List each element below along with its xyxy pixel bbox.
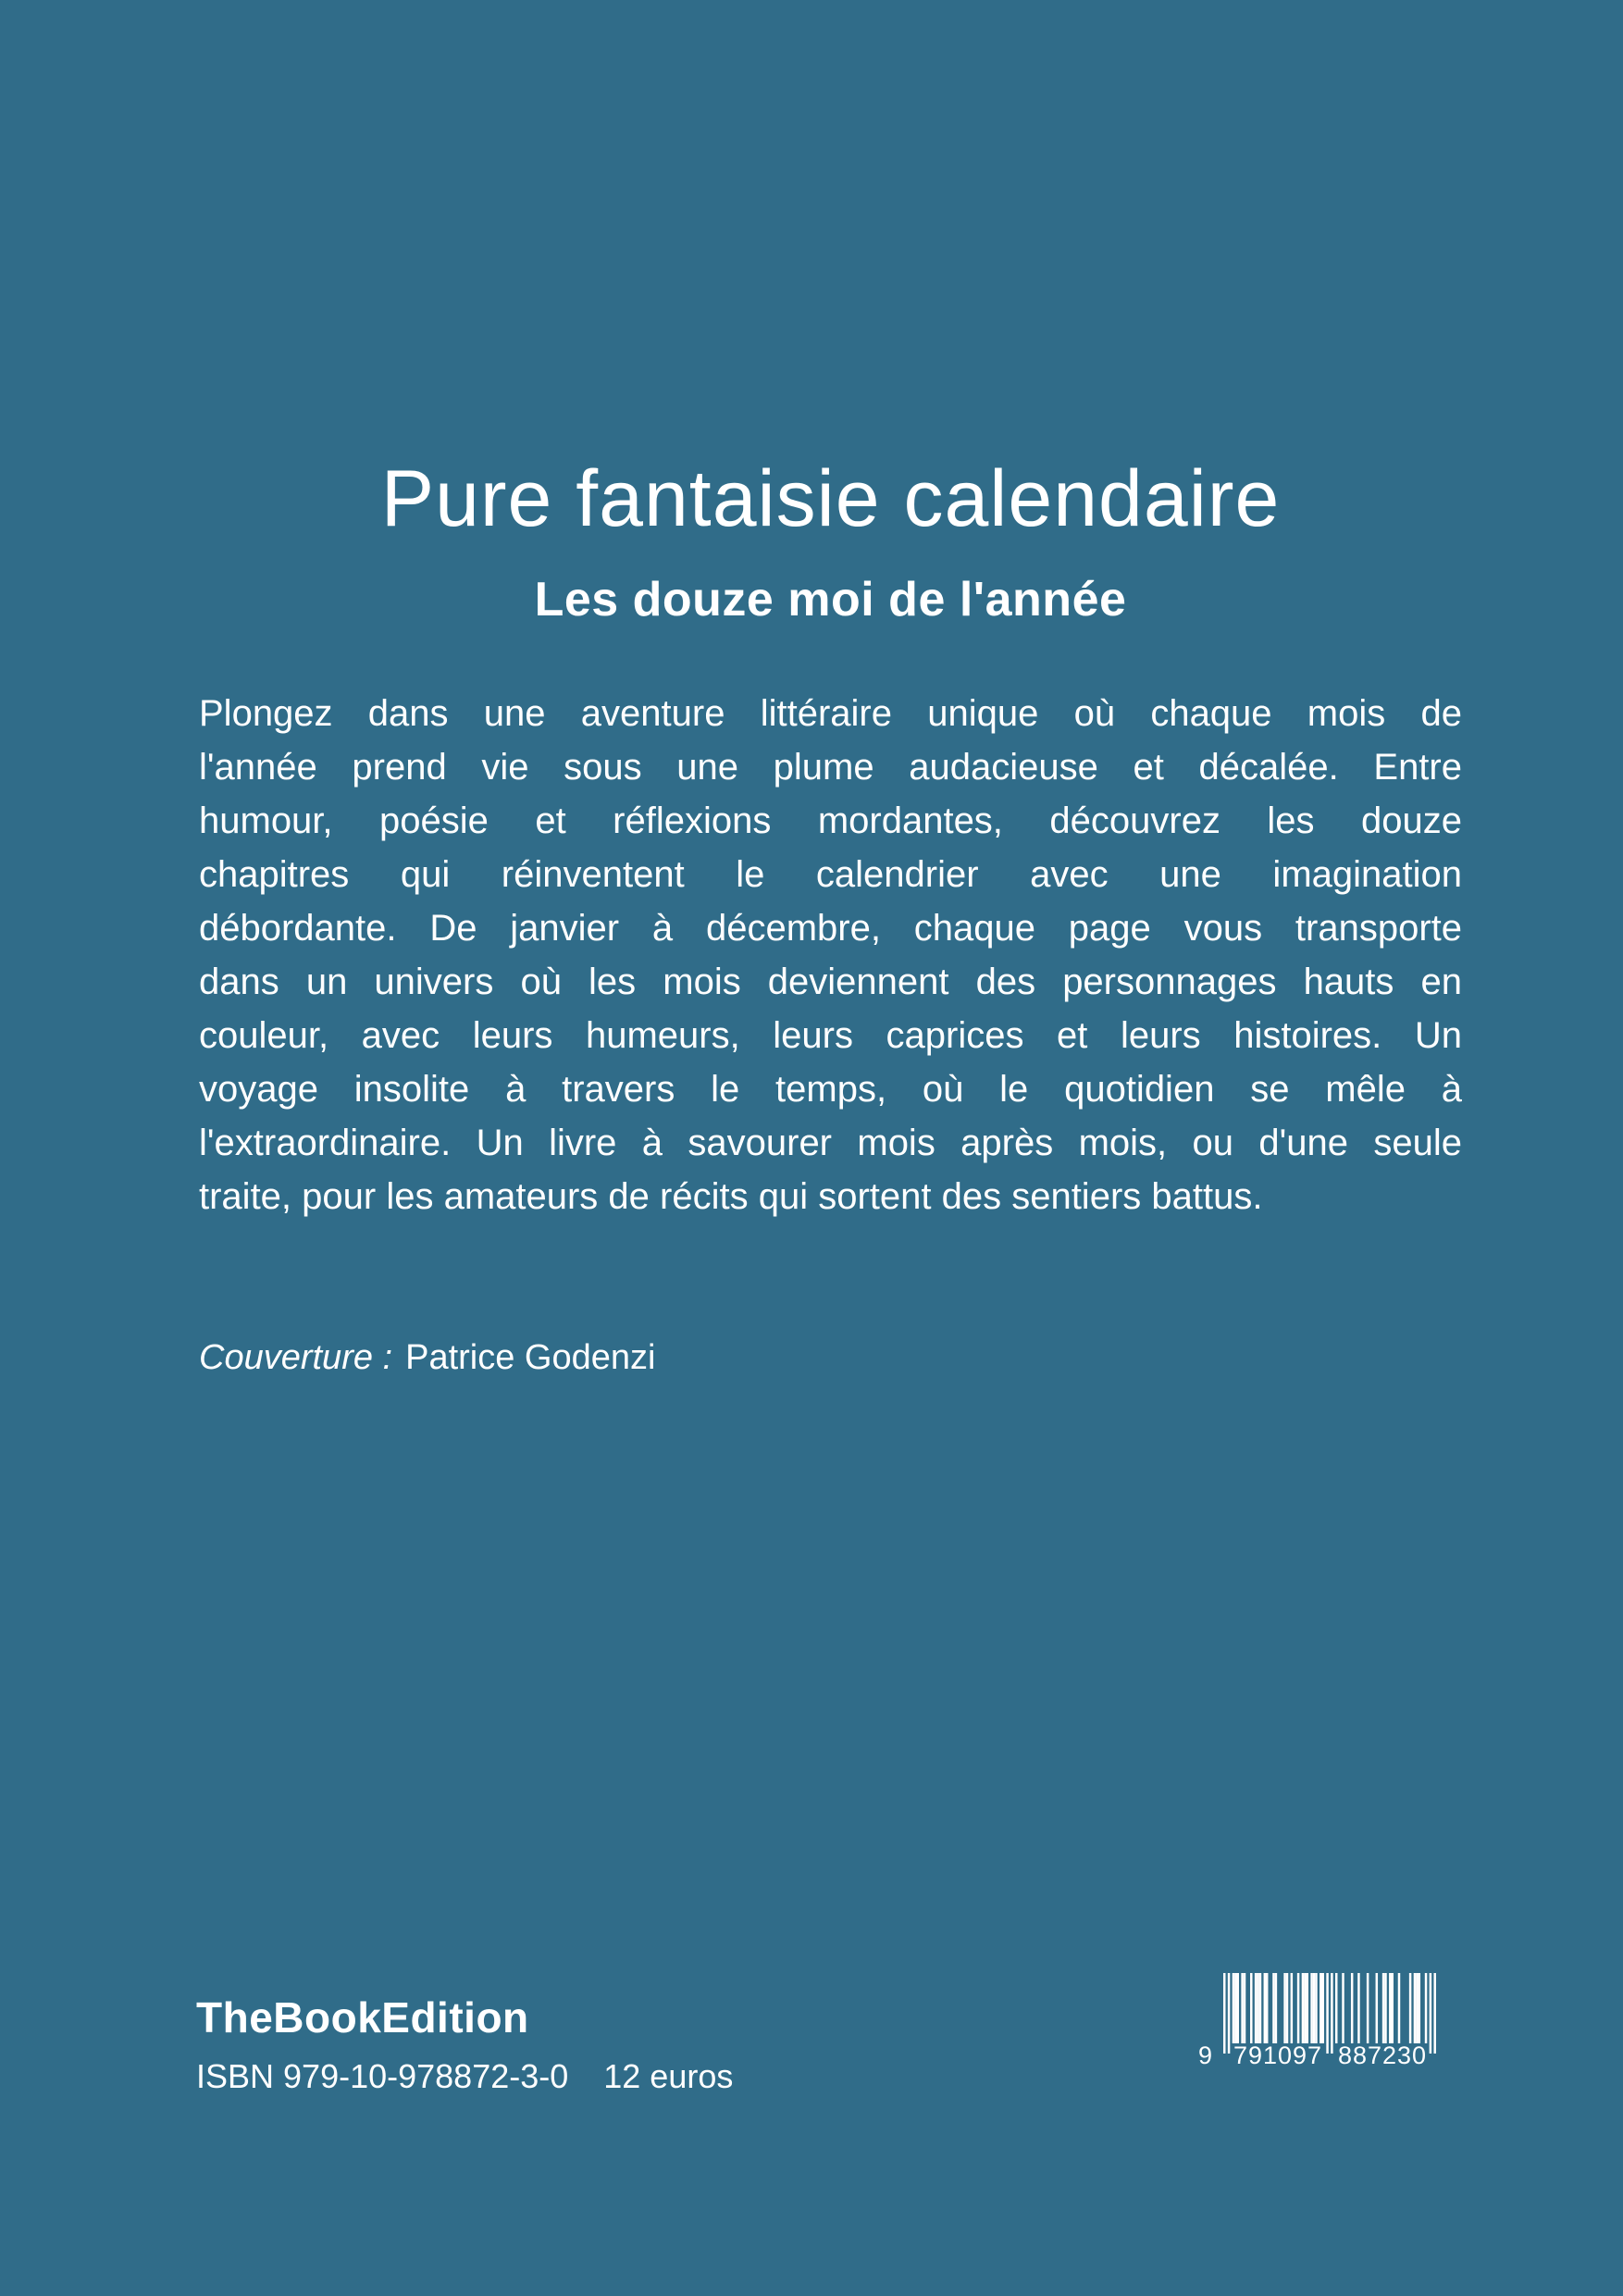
- isbn-row: [196, 2057, 733, 2096]
- synopsis-line: traite, pour les amateurs de récits qui sortent des sentiers battus.: [199, 1176, 1263, 1217]
- barcode: [1192, 1973, 1443, 2075]
- synopsis-line: dans un univers où les mois deviennent des personnages hauts en: [199, 962, 1462, 1002]
- synopsis-line: chapitres qui réinventent le calendrier avec une imagination: [199, 854, 1462, 895]
- barcode-digit-group1: 791097: [1233, 2042, 1323, 2069]
- credit-label: Couverture :: [199, 1338, 393, 1377]
- synopsis: [199, 687, 1462, 1223]
- book-subtitle: Les douze moi de l'année: [534, 573, 1127, 627]
- synopsis-line: couleur, avec leurs humeurs, leurs caprices et leurs histoires. Un: [199, 1015, 1462, 1056]
- barcode-digit-group2: 887230: [1337, 2042, 1428, 2069]
- synopsis-line: débordante. De janvier à décembre, chaque page vous transporte: [199, 908, 1462, 949]
- synopsis-line: voyage insolite à travers le temps, où le quotidien se mêle à: [199, 1069, 1462, 1110]
- isbn-text: ISBN 979-10-978872-3-0: [196, 2057, 569, 2095]
- price-text: 12 euros: [603, 2057, 734, 2095]
- barcode-svg: [1192, 1973, 1443, 2075]
- credit-name: Patrice Godenzi: [405, 1338, 656, 1377]
- synopsis-line: Plongez dans une aventure littéraire unique où chaque mois de: [199, 693, 1462, 734]
- cover-credit: [199, 1338, 655, 1378]
- synopsis-line: l'extraordinaire. Un livre à savourer mois après mois, ou d'une seule: [199, 1123, 1462, 1163]
- synopsis-line: humour, poésie et réflexions mordantes, découvrez les douze: [199, 800, 1462, 841]
- synopsis-line: l'année prend vie sous une plume audacieuse et décalée. Entre: [199, 747, 1462, 788]
- publisher-logo: TheBookEdition: [196, 1993, 529, 2042]
- barcode-digit-left: 9: [1197, 2042, 1214, 2069]
- book-title: Pure fantaisie calendaire: [380, 454, 1281, 543]
